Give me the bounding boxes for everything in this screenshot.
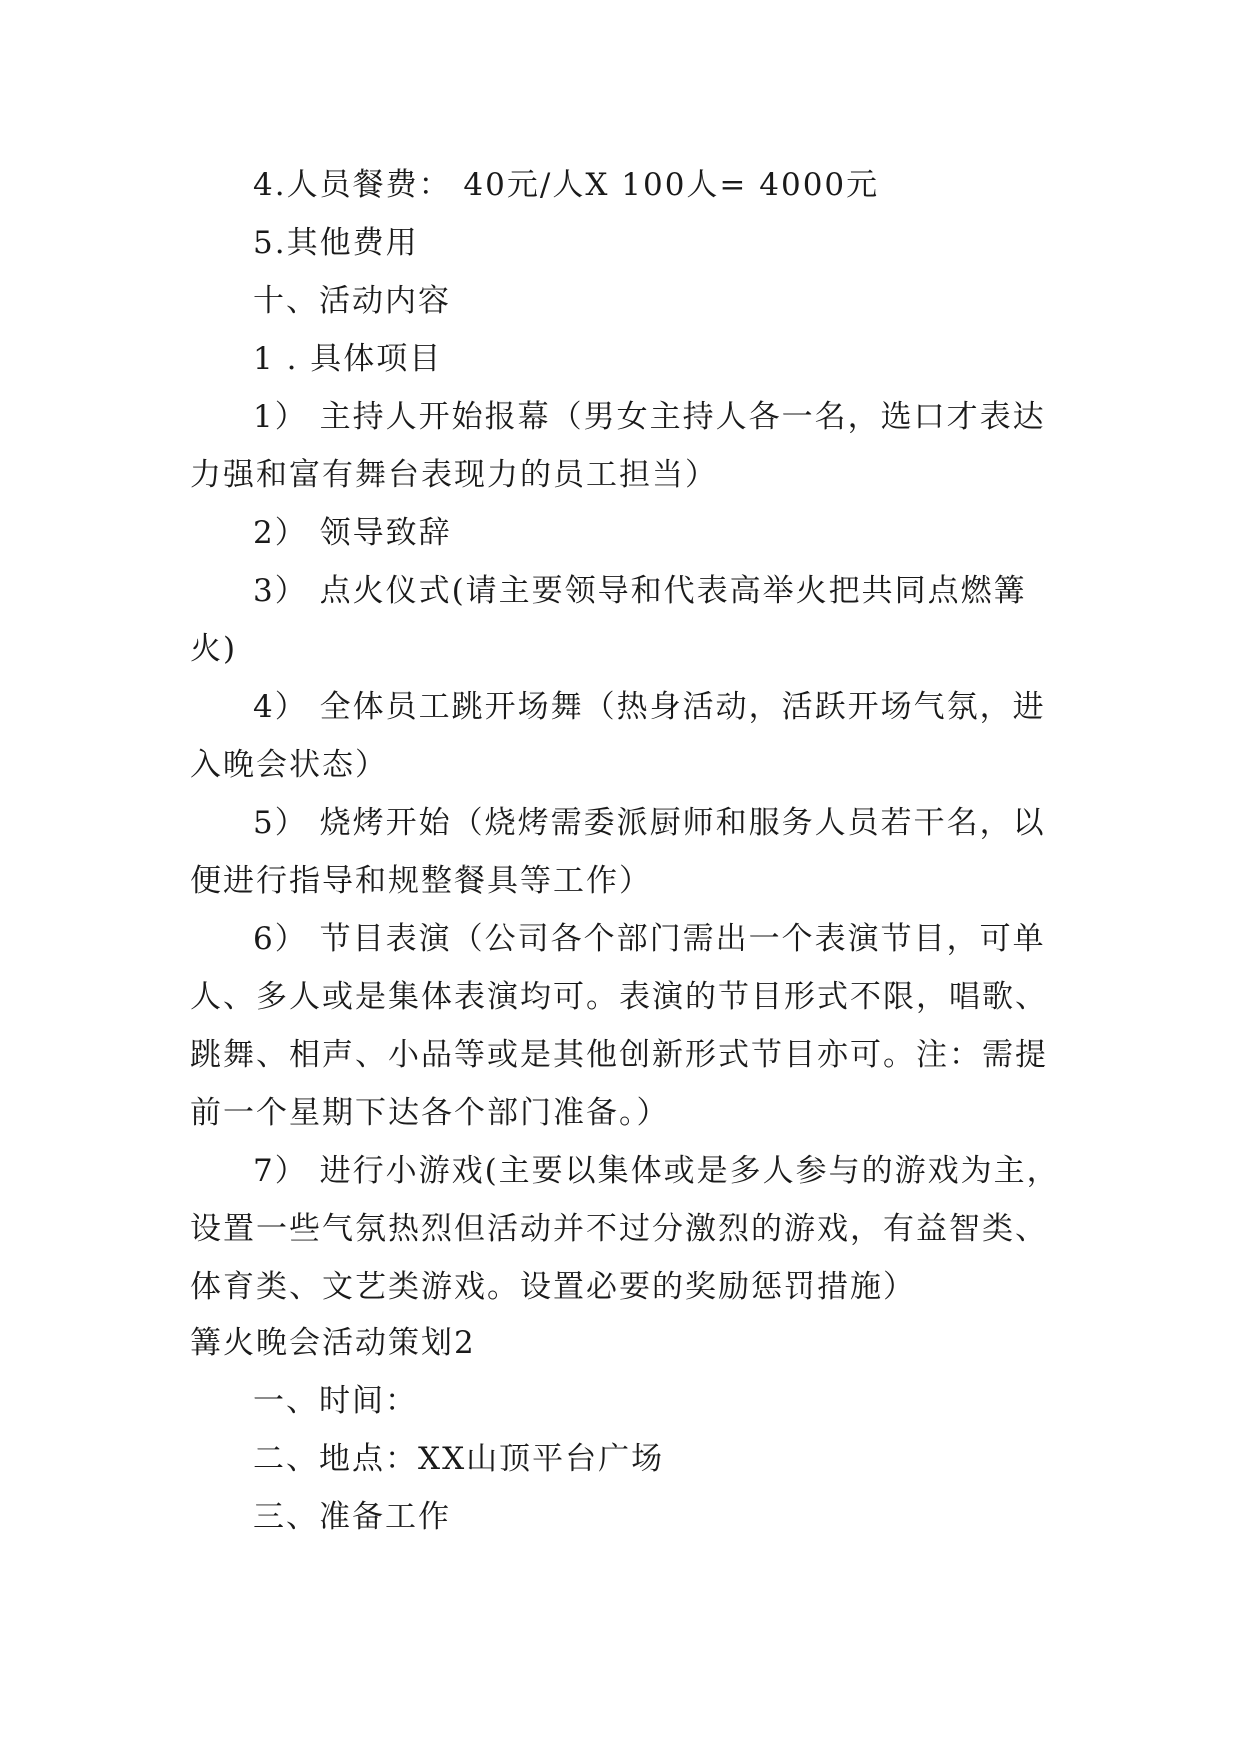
section-heading-activity-content: 十、活动内容: [253, 283, 451, 319]
item-6-line-2: 人、多人或是集体表演均可。表演的节目形式不限，唱歌、: [190, 979, 1048, 1015]
item-1-line-2: 力强和富有舞台表现力的员工担当）: [190, 457, 718, 493]
item-7-line-2: 设置一些气氛热烈但活动并不过分激烈的游戏，有益智类、: [190, 1211, 1048, 1247]
item-4-line-2: 入晚会状态）: [190, 747, 388, 783]
preparation-heading: 三、准备工作: [253, 1499, 451, 1535]
other-cost-line: 5.其他费用: [253, 225, 419, 261]
item-2-line: 2） 领导致辞: [253, 515, 452, 551]
document-title-2: 篝火晚会活动策划2: [190, 1325, 476, 1361]
item-7-line-1: 7） 进行小游戏(主要以集体或是多人参与的游戏为主，: [253, 1153, 1060, 1189]
item-4-line-1: 4） 全体员工跳开场舞（热身活动，活跃开场气氛，进: [253, 689, 1046, 725]
location-line: 二、地点：XX山顶平台广场: [253, 1441, 665, 1477]
item-6-line-3: 跳舞、相声、小品等或是其他创新形式节目亦可。注：需提: [190, 1037, 1048, 1073]
item-3-line-1: 3） 点火仪式(请主要领导和代表高举火把共同点燃篝: [253, 573, 1027, 609]
item-5-line-1: 5） 烧烤开始（烧烤需委派厨师和服务人员若干名，以: [253, 805, 1046, 841]
item-5-line-2: 便进行指导和规整餐具等工作）: [190, 863, 652, 899]
subsection-heading-items: 1 . 具体项目: [253, 341, 443, 377]
item-6-line-4: 前一个星期下达各个部门准备。）: [190, 1095, 670, 1131]
meal-cost-line: 4.人员餐费： 40元/人X 100人= 4000元: [253, 167, 880, 203]
item-6-line-1: 6） 节目表演（公司各个部门需出一个表演节目，可单: [253, 921, 1046, 957]
item-3-line-2: 火): [190, 631, 238, 667]
time-line: 一、时间：: [253, 1383, 418, 1419]
item-1-line-1: 1） 主持人开始报幕（男女主持人各一名，选口才表达: [253, 399, 1046, 435]
item-7-line-3: 体育类、文艺类游戏。设置必要的奖励惩罚措施）: [190, 1269, 916, 1305]
